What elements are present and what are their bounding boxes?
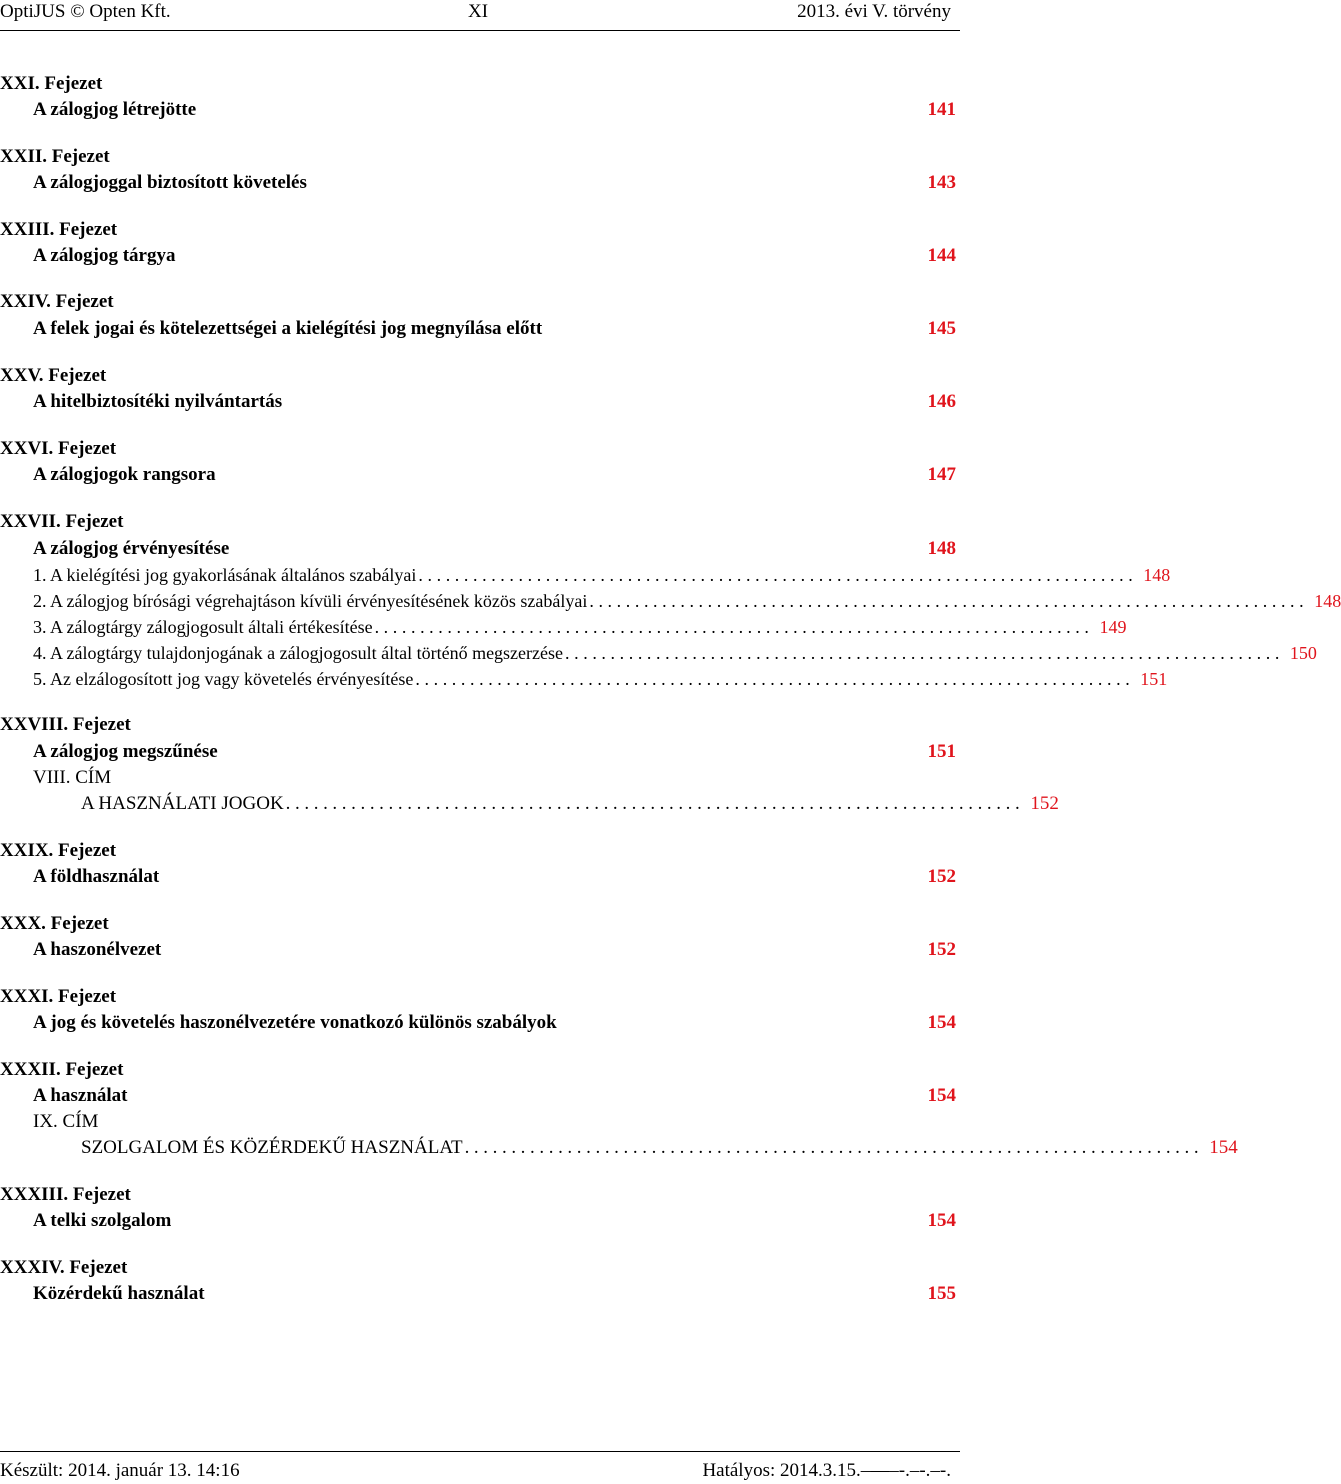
- title-entry[interactable]: [81, 793, 1059, 815]
- section-page-link[interactable]: 148: [1143, 565, 1171, 585]
- chapter-label: XXXIV. Fejezet: [0, 1257, 128, 1278]
- section-entry[interactable]: [33, 564, 1171, 586]
- dot-leader: ...............................................................................: [589, 591, 1309, 611]
- chapter-page-link[interactable]: 143: [927, 172, 956, 193]
- section-label[interactable]: 4. A zálogtárgy tulajdonjogának a zálogjogosult által történő megszerzése: [33, 643, 564, 663]
- title-entry[interactable]: [81, 1137, 1238, 1159]
- chapter-title[interactable]: A zálogjogok rangsora: [33, 464, 216, 485]
- section-page-link[interactable]: 148: [1314, 591, 1341, 611]
- title-label: VIII. CÍM: [33, 767, 112, 788]
- chapter-label: XXIV. Fejezet: [0, 291, 114, 312]
- footer-effective: Hatályos: 2014.3.15.–—–-.–-.–-.: [702, 1460, 951, 1481]
- chapter-page-link[interactable]: 154: [927, 1210, 956, 1231]
- title-heading[interactable]: A HASZNÁLATI JOGOK: [81, 793, 284, 814]
- chapter-title[interactable]: A zálogjog tárgya: [33, 245, 176, 266]
- dot-leader: ...............................................................................: [464, 1137, 1204, 1158]
- section-label[interactable]: 5. Az elzálogosított jog vagy követelés érvényesítése: [33, 669, 414, 689]
- footer-rule: [0, 1451, 960, 1452]
- footer-created: Készült: 2014. január 13. 14:16: [0, 1460, 240, 1481]
- dot-leader: ...............................................................................: [285, 793, 1025, 814]
- chapter-label: XXI. Fejezet: [0, 73, 103, 94]
- chapter-page-link[interactable]: 141: [927, 99, 956, 120]
- chapter-title[interactable]: A zálogjog érvényesítése: [33, 538, 230, 559]
- section-label[interactable]: 2. A zálogjog bírósági végrehajtáson kívüli érvényesítésének közös szabályai: [33, 591, 588, 611]
- chapter-title[interactable]: A zálogjog létrejötte: [33, 99, 197, 120]
- section-entry[interactable]: [33, 642, 1317, 664]
- section-label[interactable]: 1. A kielégítési jog gyakorlásának általános szabályai: [33, 565, 417, 585]
- title-heading[interactable]: SZOLGALOM ÉS KÖZÉRDEKŰ HASZNÁLAT: [81, 1137, 463, 1158]
- dot-leader: ...............................................................................: [418, 565, 1138, 585]
- chapter-label: XXVIII. Fejezet: [0, 714, 131, 735]
- header-publisher: OptiJUS © Opten Kft.: [0, 1, 171, 22]
- chapter-label: XXIX. Fejezet: [0, 840, 117, 861]
- header-law-title: 2013. évi V. törvény: [797, 1, 951, 22]
- chapter-page-link[interactable]: 148: [927, 538, 956, 559]
- chapter-page-link[interactable]: 146: [927, 391, 956, 412]
- section-entry[interactable]: [33, 668, 1168, 690]
- chapter-page-link[interactable]: 154: [927, 1012, 956, 1033]
- chapter-title[interactable]: A telki szolgalom: [33, 1210, 172, 1231]
- section-label[interactable]: 3. A zálogtárgy zálogjogosult általi értékesítése: [33, 617, 373, 637]
- chapter-label: XXX. Fejezet: [0, 913, 109, 934]
- chapter-page-link[interactable]: 155: [927, 1283, 956, 1304]
- chapter-title[interactable]: A földhasználat: [33, 866, 160, 887]
- chapter-title[interactable]: A felek jogai és kötelezettségei a kielégítési jog megnyílása előtt: [33, 318, 543, 339]
- chapter-page-link[interactable]: 151: [927, 741, 956, 762]
- title-page-link[interactable]: 154: [1209, 1137, 1238, 1158]
- header-rule: [0, 30, 960, 31]
- chapter-label: XXXIII. Fejezet: [0, 1184, 131, 1205]
- chapter-label: XXII. Fejezet: [0, 146, 110, 167]
- header-page-roman: XI: [468, 1, 489, 22]
- chapter-page-link[interactable]: 147: [927, 464, 956, 485]
- chapter-label: XXVI. Fejezet: [0, 438, 117, 459]
- chapter-title[interactable]: A haszonélvezet: [33, 939, 162, 960]
- chapter-label: XXVII. Fejezet: [0, 511, 124, 532]
- chapter-label: XXIII. Fejezet: [0, 219, 118, 240]
- section-page-link[interactable]: 149: [1099, 617, 1127, 637]
- chapter-page-link[interactable]: 154: [927, 1085, 956, 1106]
- chapter-page-link[interactable]: 144: [927, 245, 956, 266]
- chapter-title[interactable]: Közérdekű használat: [33, 1283, 205, 1304]
- section-entry[interactable]: [33, 590, 1341, 612]
- section-page-link[interactable]: 150: [1289, 643, 1317, 663]
- dot-leader: ...............................................................................: [415, 669, 1135, 689]
- chapter-page-link[interactable]: 145: [927, 318, 956, 339]
- chapter-label: XXV. Fejezet: [0, 365, 107, 386]
- dot-leader: ...............................................................................: [565, 643, 1284, 663]
- chapter-title[interactable]: A zálogjoggal biztosított követelés: [33, 172, 307, 193]
- chapter-title[interactable]: A jog és követelés haszonélvezetére vonatkozó különös szabályok: [33, 1012, 557, 1033]
- title-page-link[interactable]: 152: [1030, 793, 1059, 814]
- chapter-title[interactable]: A hitelbiztosítéki nyilvántartás: [33, 391, 283, 412]
- chapter-page-link[interactable]: 152: [927, 939, 956, 960]
- dot-leader: ...............................................................................: [374, 617, 1094, 637]
- chapter-label: XXXII. Fejezet: [0, 1059, 124, 1080]
- section-entry[interactable]: [33, 616, 1127, 638]
- chapter-title[interactable]: A zálogjog megszűnése: [33, 741, 218, 762]
- title-label: IX. CÍM: [33, 1111, 99, 1132]
- chapter-title[interactable]: A használat: [33, 1085, 128, 1106]
- chapter-page-link[interactable]: 152: [927, 866, 956, 887]
- section-page-link[interactable]: 151: [1140, 669, 1168, 689]
- chapter-label: XXXI. Fejezet: [0, 986, 117, 1007]
